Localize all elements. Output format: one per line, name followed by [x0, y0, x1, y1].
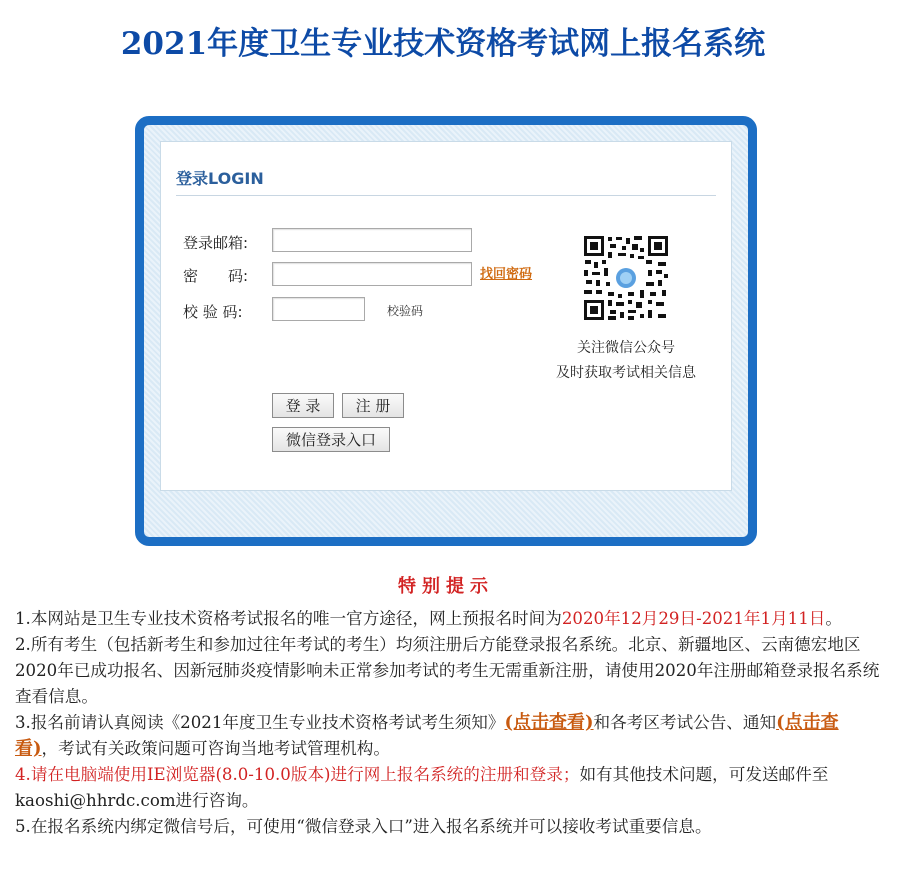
notice-item-4 [15, 762, 881, 814]
page-title: 2021年度卫生专业技术资格考试网上报名系统 [120, 26, 766, 62]
view-exam-announcements-link[interactable]: (点击查看) [15, 712, 839, 759]
notice-4-number: 4. [15, 765, 31, 784]
wechat-login-button[interactable]: 微信登录入口 [272, 427, 390, 452]
notice-4-browser-warning: 请在电脑端使用IE浏览器(8.0-10.0版本)进行网上报名系统的注册和登录； [30, 765, 580, 784]
notice-1-end: 。 [825, 609, 842, 628]
notice-item-2: 2.所有考生（包括新考生和参加过往年考试的考生）均须注册后方能登录报名系统。北京、新疆地区、云南德宏地区2020年已成功报名、因新冠肺炎疫情影响未正常参加考试的考生无需重新注册，请使用2020年注册邮箱登录报名系统查看信息。 [15, 635, 880, 706]
notice-4-end: 如有其他技术问题，可发送邮件至kaoshi@hhrdc.com进行咨询。 [15, 765, 829, 810]
view-candidate-notice-link[interactable]: (点击查看) [504, 712, 594, 733]
register-button[interactable]: 注 册 [342, 393, 404, 418]
email-label: 登录邮箱: [183, 234, 249, 252]
forgot-password-link[interactable]: 找回密码 [480, 267, 533, 282]
notice-list [15, 606, 881, 840]
password-label: 密 码: [183, 267, 249, 285]
notice-3-middle: 和各考区考试公告、通知 [593, 713, 777, 732]
notice-item-1 [15, 606, 881, 632]
login-panel-frame [135, 116, 757, 546]
captcha-label: 校 验 码: [183, 303, 243, 321]
notice-heading: 特别提示 [398, 576, 494, 597]
password-field[interactable] [272, 262, 472, 286]
notice-3-text: 3.报名前请认真阅读《2021年度卫生专业技术资格考试考生须知》 [15, 713, 505, 732]
notice-1-text: 1.本网站是卫生专业技术资格考试报名的唯一官方途径，网上预报名时间为 [15, 609, 562, 628]
notice-1-dates: 2020年12月29日-2021年1月11日 [561, 609, 826, 628]
notice-3-end: ，考试有关政策问题可咨询当地考试管理机构。 [41, 739, 390, 758]
qr-caption-line2: 及时获取考试相关信息 [556, 365, 696, 381]
email-field[interactable] [272, 228, 472, 252]
captcha-image[interactable]: 校验码 [387, 304, 424, 318]
qr-code-icon [582, 234, 670, 322]
login-button[interactable]: 登 录 [272, 393, 334, 418]
captcha-field[interactable] [272, 297, 365, 321]
notice-item-5: 5.在报名系统内绑定微信号后，可使用“微信登录入口”进入报名系统并可以接收考试重要信息。 [15, 817, 712, 836]
qr-caption-line1: 关注微信公众号 [577, 340, 675, 356]
login-heading: 登录LOGIN [176, 166, 716, 196]
notice-item-3 [15, 710, 881, 762]
login-panel [160, 141, 732, 491]
